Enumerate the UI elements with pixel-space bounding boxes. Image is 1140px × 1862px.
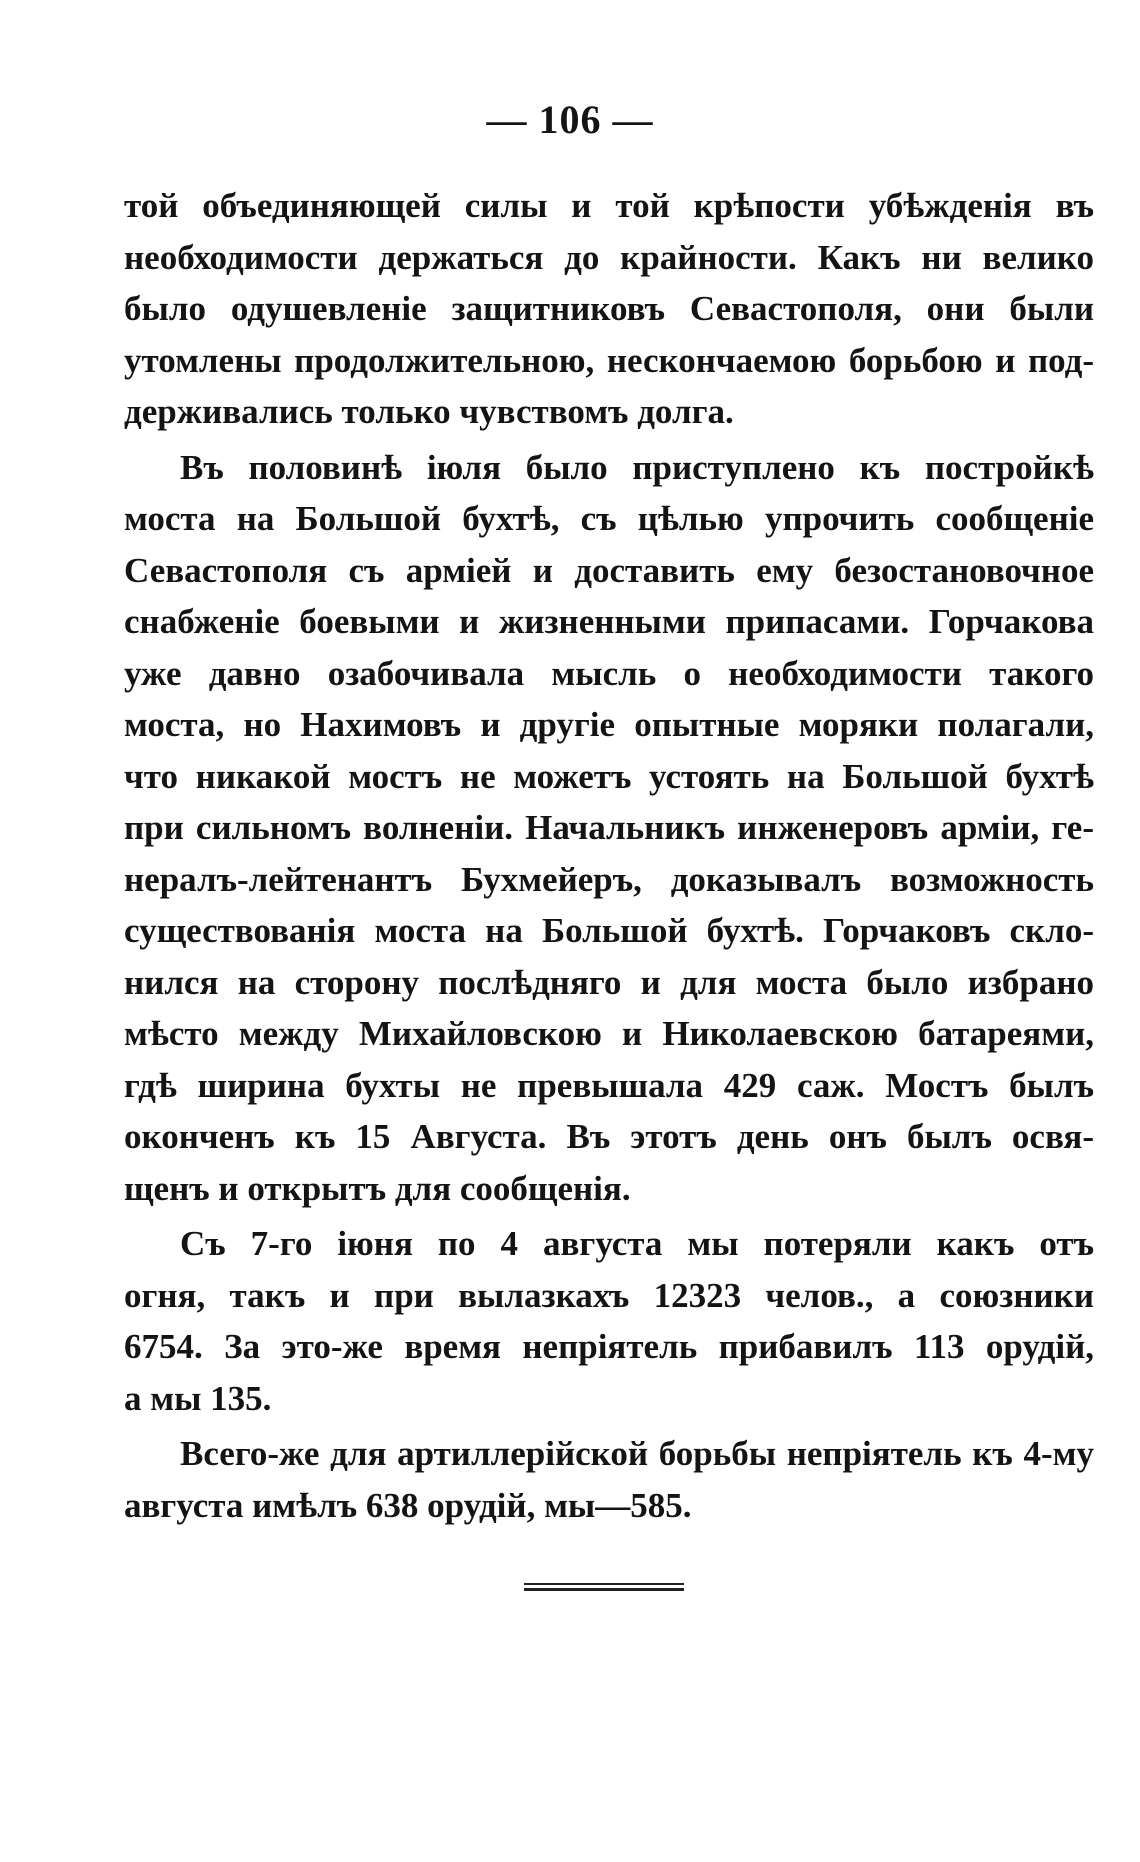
text-line: нился на сторону послѣдняго и для моста было избрано	[124, 962, 1094, 1002]
page-number: — 106 —	[486, 97, 654, 142]
text-line: моста, но Нахимовъ и другіе опытные моряки полагали,	[124, 705, 1094, 744]
paragraph-1	[124, 180, 1094, 438]
text-line: необходимости держаться до крайности. Какъ ни велико	[124, 237, 1094, 277]
text-line: Съ 7-го іюня по 4 августа мы потеряли какъ отъ	[180, 1224, 1094, 1263]
text-line: утомлены продолжительною, нескончаемою борьбою и под-	[124, 340, 1094, 380]
text-line: держивались только чувствомъ долга.	[124, 392, 734, 431]
text-line: снабженіе боевыми и жизненными припасами. Горчакова	[124, 602, 1094, 641]
text-line: моста на Большой бухтѣ, съ цѣлью упрочить сообщеніе	[124, 499, 1094, 538]
rule-line-thick	[524, 1588, 684, 1591]
text-line: нералъ-лейтенантъ Бухмейеръ, доказывалъ возможность	[124, 859, 1094, 899]
text-line: огня, такъ и при вылазкахъ 12323 челов., а союзники	[124, 1275, 1094, 1315]
text-line: существованія моста на Большой бухтѣ. Горчаковъ скло-	[124, 911, 1094, 950]
paragraph-2	[124, 442, 1094, 1215]
text-line: уже давно озабочивала мысль о необходимости такого	[124, 653, 1094, 693]
text-line: 6754. За это-же время непріятель прибавилъ 113 орудій,	[124, 1327, 1094, 1366]
text-line: было одушевленіе защитниковъ Севастополя, они были	[124, 289, 1094, 328]
text-line: той объединяющей силы и той крѣпости убѣжденія въ	[124, 186, 1094, 225]
text-line: что никакой мостъ не можетъ устоять на Большой бухтѣ	[124, 756, 1094, 796]
text-line: оконченъ къ 15 Августа. Въ этотъ день онъ былъ освя-	[124, 1117, 1094, 1156]
paragraph-4	[124, 1428, 1094, 1531]
text-line: Севастополя съ арміей и доставить ему безостановочное	[124, 550, 1094, 590]
text-line: при сильномъ волненіи. Начальникъ инженеровъ арміи, ге-	[124, 808, 1094, 847]
text-line: гдѣ ширина бухты не превышала 429 саж. Мостъ былъ	[124, 1065, 1094, 1105]
text-line: а мы 135.	[124, 1378, 272, 1418]
rule-line-thin	[524, 1583, 684, 1585]
paragraph-3	[124, 1218, 1094, 1424]
text-line: Всего-же для артиллерійской борьбы непріятель къ 4-му	[180, 1434, 1094, 1473]
body-text	[124, 180, 1094, 1535]
text-line: мѣсто между Михайловскою и Николаевскою батареями,	[124, 1014, 1094, 1053]
end-ornament-rule	[524, 1583, 684, 1593]
text-line: августа имѣлъ 638 орудій, мы—585.	[124, 1485, 692, 1525]
text-line: Въ половинѣ іюля было приступлено къ постройкѣ	[180, 447, 1094, 487]
text-line: щенъ и открытъ для сообщенія.	[124, 1168, 631, 1208]
